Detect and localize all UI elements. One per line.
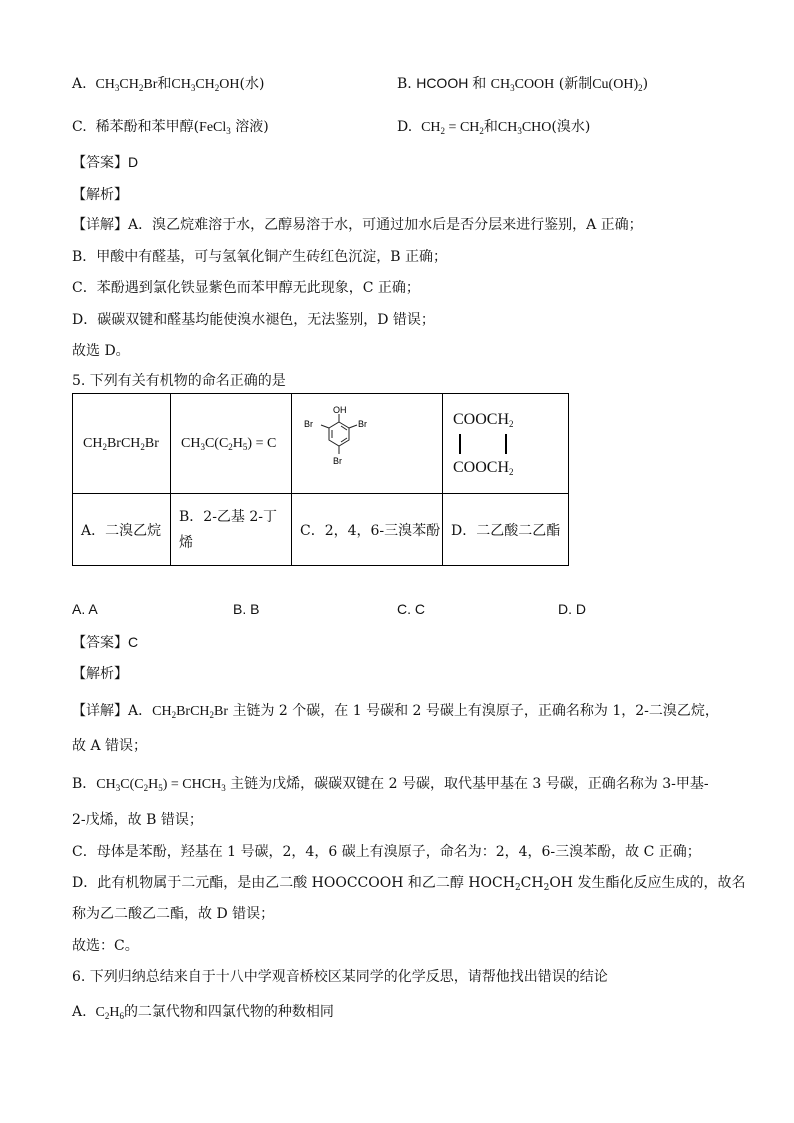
answer-q4: 【答案】D bbox=[72, 154, 139, 171]
table-name-c: C．2，4，6-三溴苯酚 bbox=[292, 494, 443, 566]
detail-q4-line1: 【详解】A．溴乙烷难溶于水，乙醇易溶于水，可通过加水后是否分层来进行鉴别，A 正确； bbox=[72, 217, 643, 233]
detail-q5-d-line2: 称为乙二酸乙二酯，故 D 错误； bbox=[72, 906, 275, 922]
choice-a: A. A bbox=[72, 601, 98, 617]
table-name-d: D．二乙酸二乙酯 bbox=[443, 494, 569, 566]
br-label-right: Br bbox=[358, 419, 367, 429]
detail-q5-c: C．母体是苯酚，羟基在 1 号碳，2，4，6 碳上有溴原子，命名为：2，4，6-三溴苯酚，故 C 正确； bbox=[72, 844, 701, 860]
analysis-label-q5: 【解析】 bbox=[72, 666, 128, 682]
br-label-bottom: Br bbox=[333, 456, 342, 466]
naming-table bbox=[72, 393, 569, 566]
oh-label: OH bbox=[333, 405, 347, 415]
detail-q5-a-line2: 故 A 错误； bbox=[72, 738, 148, 754]
question-6: 6. 下列归纳总结来自于十八中学观音桥校区某同学的化学反思，请帮他找出错误的结论 bbox=[72, 969, 608, 985]
detail-q4-line2: B．甲酸中有醛基，可与氢氧化铜产生砖红色沉淀，B 正确； bbox=[72, 249, 448, 265]
option-d-q4: D. $CH_2 = CH_2$和$CH_3CHO$(溴水) bbox=[397, 119, 591, 136]
table-cell-structure-c bbox=[292, 394, 443, 494]
question-6-option-a: A. $C_2H_6$的二氯代物和四氯代物的种数相同 bbox=[72, 1004, 334, 1021]
option-a-q4: A. $CH_3CH_2Br$和$CH_3CH_2OH$(水) bbox=[72, 76, 265, 93]
detail-q5-b-line2: 2-戊烯，故 B 错误； bbox=[72, 812, 203, 828]
question-5: 5. 下列有关有机物的命名正确的是 bbox=[72, 373, 286, 389]
table-cell-formula-b: $CH_3C(C_2H_5) = C$ bbox=[171, 394, 292, 494]
answer-q5: 【答案】C bbox=[72, 634, 139, 651]
choice-b: B. B bbox=[233, 601, 260, 617]
detail-q4-line5: 故选 D。 bbox=[72, 343, 130, 359]
detail-q4-line3: C．苯酚遇到氯化铁显紫色而苯甲醇无此现象，C 正确； bbox=[72, 280, 420, 296]
option-c-q4: C. 稀苯酚和苯甲醇(FeCl$_3$ 溶液) bbox=[72, 119, 269, 136]
detail-q5-end: 故选：C。 bbox=[72, 938, 139, 954]
detail-q4-line4: D．碳碳双键和醛基均能使溴水褪色，无法鉴别，D 错误； bbox=[72, 312, 435, 328]
detail-q5-d-line1: D．此有机物属于二元酯，是由乙二酸 HOOCCOOH 和乙二醇 $HOCH_2CH_2OH$ 发生酯化反应生成的，故名 bbox=[72, 875, 746, 893]
table-name-a: A．二溴乙烷 bbox=[73, 494, 171, 566]
detail-q5-b-line1: B．$CH_3C(C_2H_5)$ = $CHCH_3$ 主链为戊烯，碳碳双键在 2 号碳，取代基甲基在 3 号碳，正确名称为 3-甲基- bbox=[72, 776, 709, 793]
table-cell-formula-d: $COOCH_2$ $COOCH_2$ bbox=[443, 394, 569, 494]
analysis-label-q4: 【解析】 bbox=[72, 187, 128, 203]
option-b-q4: B. HCOOH 和 $CH_3COOH$ (新制$Cu(OH)_2$) bbox=[397, 75, 649, 93]
detail-q5-a-line1: 【详解】A．$CH_2BrCH_2Br$ 主链为 2 个碳，在 1 号碳和 2 号碳上有溴原子，正确名称为 1，2-二溴乙烷， bbox=[72, 703, 719, 720]
choice-c: C. C bbox=[397, 601, 425, 617]
choice-d: D. D bbox=[558, 601, 586, 617]
table-name-b: B．2-乙基 2-丁 烯 bbox=[171, 494, 292, 566]
br-label-left: Br bbox=[304, 419, 313, 429]
tribromophenol-structure bbox=[292, 394, 442, 489]
table-cell-formula-a: $CH_2BrCH_2Br$ bbox=[73, 394, 171, 494]
